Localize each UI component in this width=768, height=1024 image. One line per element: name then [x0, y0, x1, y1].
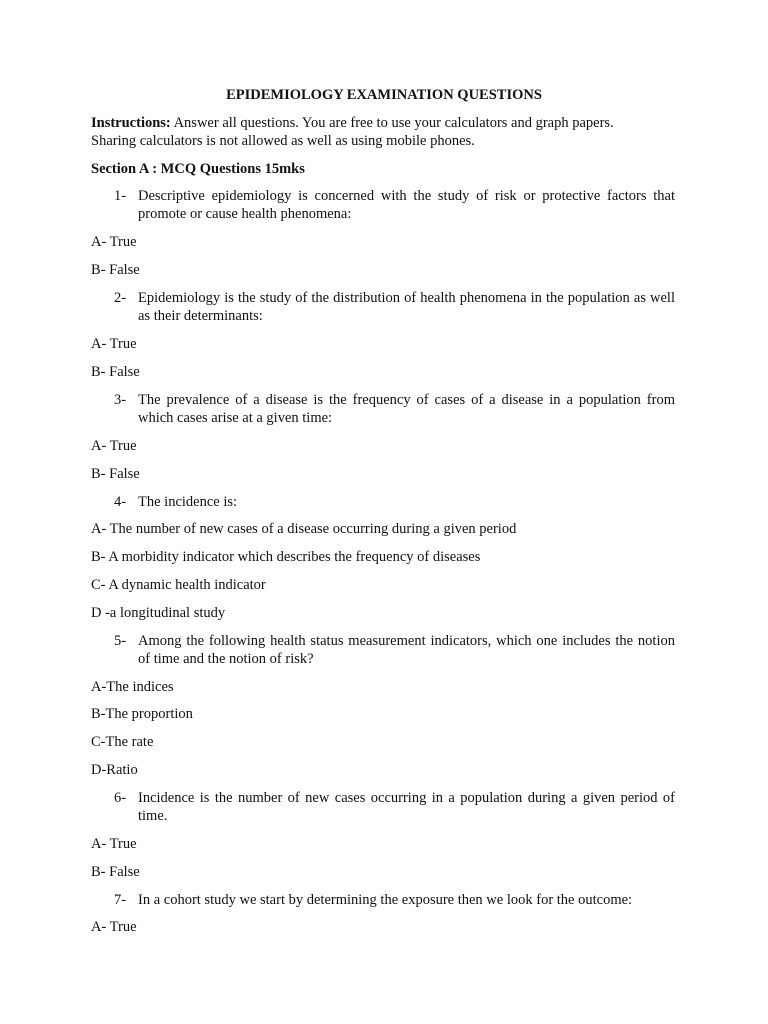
option-7a: A- True	[91, 919, 137, 935]
question-number: 6-	[114, 790, 127, 806]
instructions-text-1: Answer all questions. You are free to use your calculators and graph papers.	[170, 115, 614, 131]
option-4d: D -a longitudinal study	[91, 605, 226, 621]
instructions-line-1	[91, 114, 681, 132]
option-4a: A- The number of new cases of a disease occurring during a given period	[91, 521, 517, 537]
option-4c: C- A dynamic health indicator	[91, 577, 266, 593]
option-3a: A- True	[91, 438, 137, 454]
document-title: EPIDEMIOLOGY EXAMINATION QUESTIONS	[226, 87, 542, 103]
option-1a: A- True	[91, 234, 137, 250]
question-number: 1-	[114, 188, 127, 204]
instructions-line-2: Sharing calculators is not allowed as well as using mobile phones.	[91, 133, 475, 149]
option-5b: B-The proportion	[91, 706, 193, 722]
option-5d: D-Ratio	[91, 762, 138, 778]
option-5a: A-The indices	[91, 679, 174, 695]
question-text: Descriptive epidemiology is concerned with the study of risk or protective factors that promote or cause health phenomena:	[138, 188, 675, 222]
question-text: Epidemiology is the study of the distribution of health phenomena in the population as well as their determinants:	[138, 290, 675, 324]
option-5c: C-The rate	[91, 734, 154, 750]
option-4b: B- A morbidity indicator which describes the frequency of diseases	[91, 549, 481, 565]
question-text: The incidence is:	[138, 494, 238, 510]
question-number: 5-	[114, 633, 127, 649]
question-number: 4-	[114, 494, 127, 510]
option-2b: B- False	[91, 364, 140, 380]
question-text: The prevalence of a disease is the frequency of cases of a disease in a population from which cases arise at a given time:	[138, 392, 675, 426]
question-number: 2-	[114, 290, 127, 306]
question-text: Incidence is the number of new cases occurring in a population during a given period of time.	[138, 790, 675, 824]
question-number: 3-	[114, 392, 127, 408]
option-2a: A- True	[91, 336, 137, 352]
instructions-label: Instructions:	[91, 115, 171, 131]
section-heading: Section A : MCQ Questions 15mks	[91, 161, 305, 177]
question-number: 7-	[114, 892, 127, 908]
option-1b: B- False	[91, 262, 140, 278]
question-text: In a cohort study we start by determining the exposure then we look for the outcome:	[138, 892, 633, 908]
option-6a: A- True	[91, 836, 137, 852]
question-text: Among the following health status measurement indicators, which one includes the notion of time and the notion of risk?	[138, 633, 675, 667]
option-6b: B- False	[91, 864, 140, 880]
option-3b: B- False	[91, 466, 140, 482]
